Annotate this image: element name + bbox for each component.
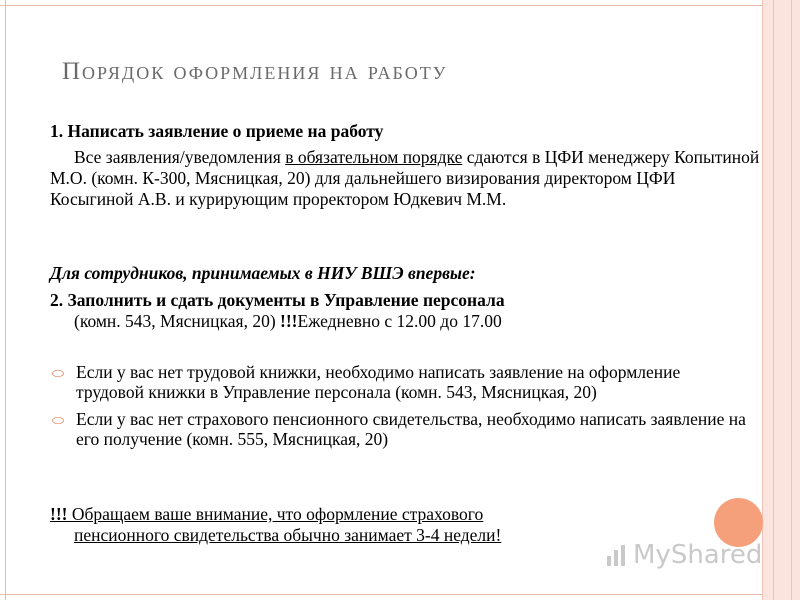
frame-line-top: [0, 5, 800, 6]
bullet-icon: ⬭: [52, 414, 64, 429]
list-item: [50, 362, 750, 402]
notice-text: Обращаем ваше внимание, что оформление страхового: [67, 504, 484, 524]
list-item: [50, 409, 750, 449]
step2-block: [50, 290, 760, 332]
decorative-right-stripe: [762, 0, 800, 600]
bullet-list: [50, 362, 750, 456]
frame-line-bottom: [0, 594, 800, 595]
step1-body-text-after: сдаются в ЦФИ менеджеру Копытиной М.О. (комн. К-300, Мясницкая, 20) для дальнейшего визирования директором ЦФИ Косыгиной А.В. и курирующим проректором Юдкевич М.М.: [50, 147, 760, 209]
step1-body-text: Все заявления/уведомления: [74, 147, 286, 167]
bullet-text: Если у вас нет трудовой книжки, необходимо написать заявление на оформление трудовой книжки в Управление персонала (комн. 543, Мясницкая, 20): [76, 362, 681, 402]
step2-details: [50, 311, 760, 332]
notice-line1: [50, 504, 690, 525]
step2-heading: 2. Заполнить и сдать документы в Управление персонала: [50, 290, 505, 310]
stripe-line: [773, 0, 774, 600]
stripe-line: [791, 0, 792, 600]
watermark-text: MyShared: [633, 540, 763, 570]
slide-title: Порядок оформления на работу: [62, 58, 448, 85]
step1-body: [50, 147, 760, 210]
bullet-text: Если у вас нет страхового пенсионного свидетельства, необходимо написать заявление на его получение (комн. 555, Мясницкая, 20): [76, 409, 746, 449]
frame-line-left: [5, 0, 6, 600]
step1-body-underlined: в обязательном порядке: [285, 147, 463, 167]
chart-logo-icon: [605, 542, 629, 568]
watermark-logo: [605, 540, 762, 570]
notice-line2: пенсионного свидетельства обычно занимает 3-4 недели!: [74, 525, 502, 545]
step1-heading: 1. Написать заявление о приеме на работу: [50, 121, 384, 141]
bullet-icon: ⬭: [52, 367, 64, 382]
notice-marks: !!!: [50, 504, 68, 524]
step2-details-text: (комн. 543, Мясницкая, 20): [74, 311, 281, 331]
step2-details-hours: Ежедневно с 12.00 до 17.00: [297, 311, 502, 331]
notice-block: [50, 504, 690, 546]
staff-heading: Для сотрудников, принимаемых в НИУ ВШЭ впервые:: [50, 263, 476, 283]
step2-details-marks: !!!: [280, 311, 298, 331]
